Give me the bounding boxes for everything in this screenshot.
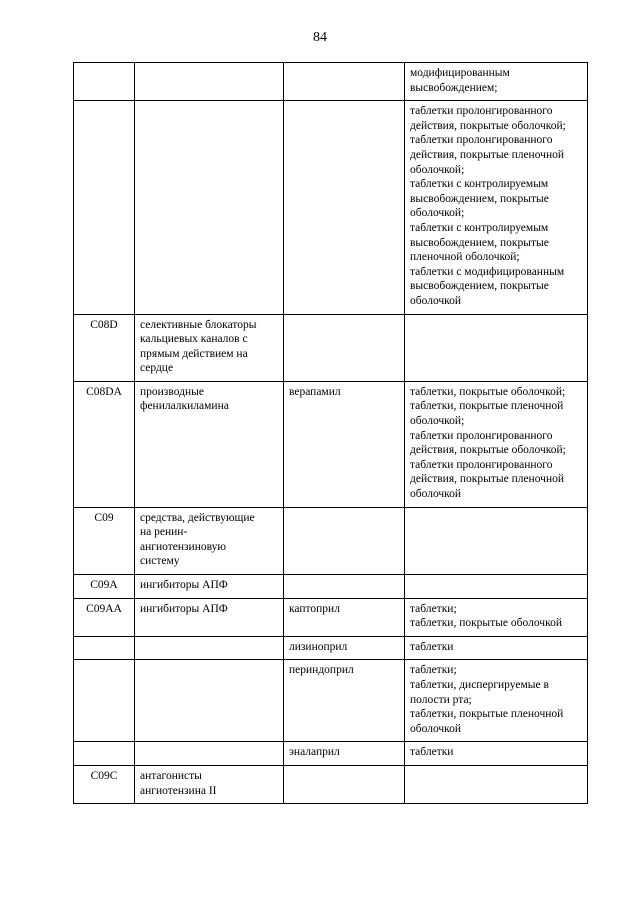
table-row (74, 765, 588, 803)
cell-text-line: оболочкой; (410, 415, 465, 428)
cell-text-line: таблетки с модифицированным (410, 265, 565, 278)
cell-text-line: кальциевых каналов с (140, 333, 248, 346)
cell-text-line: действия, покрытые оболочкой; (410, 119, 566, 132)
cell-text-line: оболочкой; (410, 207, 465, 220)
cell-text-line: модифицированным (410, 67, 510, 79)
dosage-forms-cell (405, 507, 588, 574)
cell-text-line: высвобождением, покрытые (410, 192, 549, 205)
cell-text-line: таблетки, диспергируемые в (410, 678, 549, 691)
atc-group-name-cell (135, 63, 284, 101)
cell-text-line: действия, покрытые пленочной (410, 473, 565, 486)
cell-text-line: ингибиторы АПФ (140, 579, 228, 591)
cell-text-line: каптоприл (289, 602, 340, 615)
cell-text-line: средства, действующие (140, 511, 255, 524)
table-row (74, 314, 588, 381)
drug-name-cell (284, 314, 405, 381)
cell-text-line: таблетки, покрытые оболочкой; (410, 385, 566, 398)
drug-name-cell (284, 507, 405, 574)
table-row (74, 636, 588, 660)
cell-text-line: оболочкой (410, 722, 462, 735)
table-row (74, 598, 588, 636)
atc-group-name-cell (135, 575, 284, 599)
table-row (74, 63, 588, 101)
cell-text-line: верапамил (289, 385, 341, 398)
cell-text-line: высвобождением, покрытые (410, 236, 549, 249)
atc-group-name-cell (135, 636, 284, 660)
dosage-forms-cell (405, 101, 588, 314)
drug-name-cell (284, 765, 405, 803)
cell-text-line: действия, покрытые пленочной (410, 148, 565, 161)
atc-code-cell (74, 101, 135, 314)
cell-text-line: таблетки пролонгированного (410, 458, 553, 471)
cell-text-line: ингибиторы АПФ (140, 602, 228, 615)
cell-text-line: таблетки с контролируемым (410, 221, 549, 234)
atc-code-cell: C09A (74, 575, 135, 599)
cell-text-line: периндоприл (289, 664, 354, 677)
cell-text-line: ангиотензина II (140, 784, 217, 797)
cell-text-line: полости рта; (410, 693, 472, 706)
atc-group-name-cell (135, 742, 284, 766)
cell-text-line: селективные блокаторы (140, 318, 257, 331)
cell-text-line: оболочкой (410, 488, 462, 501)
cell-text-line: таблетки пролонгированного (410, 134, 553, 147)
table-row (74, 101, 588, 314)
drug-name-cell (284, 101, 405, 314)
atc-group-name-cell (135, 381, 284, 507)
cell-text-line: фенилалкиламина (140, 400, 229, 413)
atc-group-name-cell (135, 660, 284, 742)
dosage-forms-cell (405, 742, 588, 766)
atc-code-cell: C08DA (74, 381, 135, 507)
cell-text-line: таблетки (410, 640, 454, 653)
cell-text-line: систему (140, 555, 180, 568)
cell-text-line: высвобождением, покрытые (410, 280, 549, 293)
table-row (74, 507, 588, 574)
atc-code-cell (74, 742, 135, 766)
table-row (74, 742, 588, 766)
cell-text-line: таблетки, покрытые пленочной (410, 708, 564, 721)
atc-code-cell (74, 63, 135, 101)
cell-text-line: эналаприл (289, 746, 340, 759)
atc-group-name-cell (135, 765, 284, 803)
dosage-forms-cell (405, 660, 588, 742)
cell-text-line: ангиотензиновую (140, 540, 226, 553)
atc-code-cell: C08D (74, 314, 135, 381)
atc-group-name-cell (135, 101, 284, 314)
atc-group-name-cell (135, 314, 284, 381)
atc-group-name-cell (135, 598, 284, 636)
cell-text-line: пленочной оболочкой; (410, 251, 520, 264)
cell-text-line: прямым действием на (140, 347, 248, 360)
dosage-forms-cell (405, 636, 588, 660)
table-row (74, 660, 588, 742)
page-number: 84 (313, 30, 327, 45)
dosage-forms-cell (405, 381, 588, 507)
cell-text-line: таблетки, покрытые пленочной (410, 400, 564, 413)
cell-text-line: оболочкой; (410, 163, 465, 176)
atc-code-cell: C09 (74, 507, 135, 574)
cell-text-line: таблетки с контролируемым (410, 178, 549, 191)
drug-name-cell (284, 660, 405, 742)
cell-text-line: высвобождением; (410, 81, 498, 94)
cell-text-line: антагонисты (140, 769, 202, 782)
cell-text-line: таблетки пролонгированного (410, 429, 553, 442)
table-row (74, 575, 588, 599)
cell-text-line: на ренин- (140, 526, 188, 539)
cell-text-line: таблетки, покрытые оболочкой (410, 617, 562, 630)
dosage-forms-cell (405, 575, 588, 599)
drug-name-cell (284, 381, 405, 507)
cell-text-line: таблетки пролонгированного (410, 105, 553, 118)
cell-text-line: таблетки (410, 746, 454, 759)
dosage-forms-cell (405, 63, 588, 101)
drug-name-cell (284, 742, 405, 766)
table-body (74, 63, 588, 804)
cell-text-line: оболочкой (410, 294, 462, 307)
drug-name-cell (284, 598, 405, 636)
cell-text-line: лизиноприл (289, 640, 348, 653)
dosage-forms-cell (405, 598, 588, 636)
atc-group-name-cell (135, 507, 284, 574)
drug-name-cell (284, 575, 405, 599)
atc-code-cell (74, 660, 135, 742)
drug-name-cell (284, 63, 405, 101)
cell-text-line: сердце (140, 362, 174, 375)
table-row (74, 381, 588, 507)
dosage-forms-cell (405, 765, 588, 803)
drug-table (73, 62, 588, 804)
atc-code-cell: C09C (74, 765, 135, 803)
atc-code-cell (74, 636, 135, 660)
drug-name-cell (284, 636, 405, 660)
atc-code-cell: C09AA (74, 598, 135, 636)
cell-text-line: действия, покрытые оболочкой; (410, 444, 566, 457)
cell-text-line: таблетки; (410, 664, 457, 677)
dosage-forms-cell (405, 314, 588, 381)
cell-text-line: производные (140, 385, 204, 398)
cell-text-line: таблетки; (410, 602, 457, 615)
